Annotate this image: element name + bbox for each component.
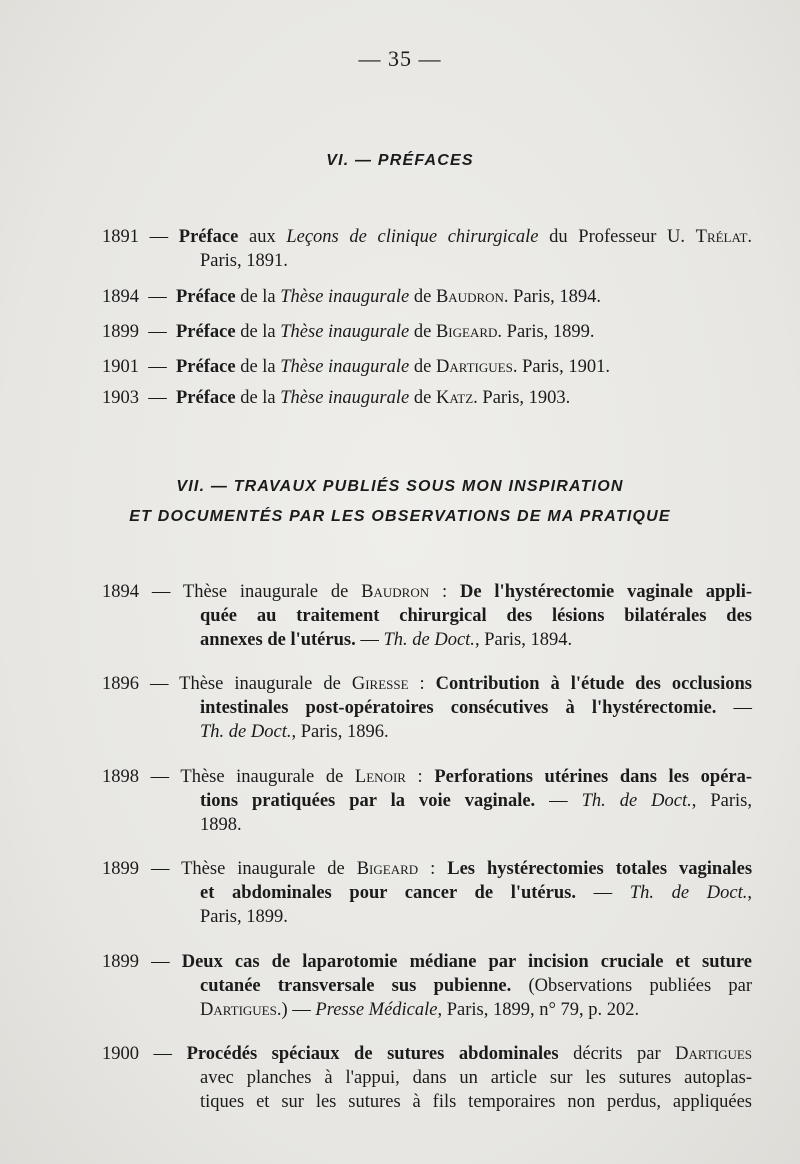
entry-text: :: [418, 859, 448, 879]
entry-keyword: Préface: [176, 287, 236, 307]
entry-author: Dartigues: [675, 1044, 753, 1064]
entry-dash: —: [148, 287, 167, 307]
entry-title: annexes de l'utérus.: [200, 630, 356, 650]
entry-text: . Paris, 1903.: [473, 388, 571, 408]
preface-entry-1899: [102, 320, 752, 344]
entry-year: 1898: [102, 767, 139, 787]
work-entry-1894: [102, 580, 752, 652]
work-entry-1900: [102, 1042, 752, 1114]
entry-continuation: avec planches à l'appui, dans un article sur les sutures autoplas-: [200, 1068, 752, 1088]
entry-dash: —: [149, 227, 169, 247]
entry-keyword: Préface: [178, 227, 239, 247]
preface-entry-1903: [102, 386, 752, 410]
entry-continuation: Paris, 1899.: [200, 907, 288, 927]
entry-dash: —: [151, 952, 170, 972]
entry-text: de: [409, 388, 436, 408]
entry-lead: Thèse inaugurale de: [179, 674, 352, 694]
entry-text: de la: [235, 287, 281, 307]
entry-year: 1891: [102, 227, 139, 247]
page-number: — 35 —: [358, 46, 442, 71]
work-entry-1899-laparotomie: [102, 950, 752, 1022]
entry-text: :: [408, 674, 436, 694]
entry-text: . Paris, 1901.: [512, 357, 610, 377]
entry-dash: —: [150, 674, 169, 694]
entry-title: Contribution à l'étude des occlusions: [435, 674, 753, 694]
entry-title: et abdominales pour cancer de l'utérus.: [200, 883, 576, 903]
work-entry-1899-bigeard: [102, 857, 752, 929]
entry-author: Katz: [435, 388, 474, 408]
entry-keyword: Préface: [176, 388, 236, 408]
entry-continuation: 1898.: [200, 815, 242, 835]
entry-text: . Paris, 1899.: [497, 322, 595, 342]
entry-dash: —: [150, 767, 170, 787]
entry-title: Les hystérectomies totales vaginales: [447, 859, 753, 879]
entry-author: Dartigues: [435, 357, 513, 377]
entry-author: Bigeard: [435, 322, 498, 342]
entry-text: de: [409, 287, 436, 307]
preface-entry-1901: [102, 355, 752, 379]
entry-title: Thèse inaugurale: [280, 357, 410, 377]
entry-text: :: [405, 767, 435, 787]
entry-dash: —: [151, 582, 171, 602]
entry-lead: Thèse inaugurale de: [182, 582, 362, 602]
entry-text: .: [747, 227, 753, 247]
entry-year: 1899: [102, 859, 139, 879]
entry-author: Giresse: [351, 674, 409, 694]
entry-text: de: [409, 357, 436, 377]
entry-text: , Paris, 1896.: [291, 722, 389, 742]
entry-text: de la: [235, 357, 281, 377]
entry-dash: —: [148, 357, 167, 377]
entry-lead: Thèse inaugurale de: [181, 859, 357, 879]
entry-author: Baudron: [361, 582, 430, 602]
entry-year: 1903: [102, 388, 139, 408]
entry-text: .) —: [276, 1000, 316, 1020]
entry-title: intestinales post-opératoires consécutives à l'hystérectomie.: [200, 698, 717, 718]
entry-text: ,: [747, 883, 752, 903]
entry-reference: Th. de Doct.: [200, 722, 292, 742]
entry-keyword: Préface: [176, 357, 236, 377]
entry-dash: —: [153, 1044, 173, 1064]
entry-text: de la: [235, 388, 281, 408]
entry-author: Baudron: [435, 287, 504, 307]
entry-author: Bigeard: [356, 859, 419, 879]
entry-title: tions pratiquées par la voie vaginale.: [200, 791, 536, 811]
entry-reference: Th. de Doct.: [383, 630, 475, 650]
section-title-travaux-line2: ET DOCUMENTÉS PAR LES OBSERVATIONS DE MA PRATIQUE: [129, 508, 671, 525]
entry-text: , Paris,: [691, 791, 752, 811]
entry-text: —: [355, 630, 384, 650]
entry-dash: —: [150, 859, 170, 879]
entry-title: De l'hystérectomie vaginale appli-: [459, 582, 753, 602]
entry-text: décrits par: [558, 1044, 676, 1064]
entry-year: 1899: [102, 952, 139, 972]
entry-text: —: [535, 791, 582, 811]
entry-text: de la: [235, 322, 281, 342]
entry-title: Leçons de clinique chirurgicale: [286, 227, 539, 247]
entry-year: 1901: [102, 357, 139, 377]
entry-text: —: [716, 698, 753, 718]
entry-text: de: [409, 322, 436, 342]
preface-entry-1894: [102, 285, 752, 309]
entry-title: Thèse inaugurale: [280, 388, 410, 408]
entry-title: cutanée transversale sus pubienne.: [200, 976, 512, 996]
entry-text: aux: [238, 227, 287, 247]
section-title-travaux-line1: VII. — TRAVAUX PUBLIÉS SOUS MON INSPIRATION: [176, 478, 624, 495]
entry-title: Deux cas de laparotomie médiane par incision cruciale et suture: [181, 952, 753, 972]
entry-title: quée au traitement chirurgical des lésions bilatérales des: [200, 606, 752, 626]
work-entry-1896: [102, 672, 752, 744]
entry-text: du Professeur U.: [538, 227, 696, 247]
entry-year: 1894: [102, 582, 139, 602]
entry-title: Thèse inaugurale: [280, 287, 410, 307]
entry-title: Perforations utérines dans les opéra-: [434, 767, 753, 787]
entry-dash: —: [148, 388, 167, 408]
entry-year: 1899: [102, 322, 139, 342]
entry-continuation: tiques et sur les sutures à fils temporaires non perdus, appliquées: [200, 1092, 752, 1112]
section-title-prefaces: VI. — PRÉFACES: [326, 152, 474, 169]
entry-keyword: Préface: [176, 322, 236, 342]
entry-author: Lenoir: [354, 767, 406, 787]
entry-text: , Paris, 1894.: [474, 630, 573, 650]
entry-text: (Observations publiées par: [511, 976, 752, 996]
entry-author: Trélat: [695, 227, 748, 247]
work-entry-1898: [102, 765, 752, 837]
entry-lead: Thèse inaugurale de: [180, 767, 355, 787]
entry-year: 1894: [102, 287, 139, 307]
preface-entry-1891: [102, 225, 752, 273]
entry-author: Dartigues: [200, 1000, 277, 1020]
entry-reference: Presse Médicale: [315, 1000, 438, 1020]
entry-continuation: Paris, 1891.: [200, 251, 288, 271]
entry-text: —: [575, 883, 630, 903]
entry-title: Procédés spéciaux de sutures abdominales: [186, 1044, 559, 1064]
entry-year: 1900: [102, 1044, 139, 1064]
entry-dash: —: [148, 322, 167, 342]
entry-title: Thèse inaugurale: [280, 322, 410, 342]
entry-text: . Paris, 1894.: [503, 287, 602, 307]
entry-text: :: [429, 582, 460, 602]
entry-text: , Paris, 1899, n° 79, p. 202.: [437, 1000, 640, 1020]
entry-year: 1896: [102, 674, 139, 694]
entry-reference: Th. de Doct.: [581, 791, 692, 811]
entry-reference: Th. de Doct.: [629, 883, 748, 903]
